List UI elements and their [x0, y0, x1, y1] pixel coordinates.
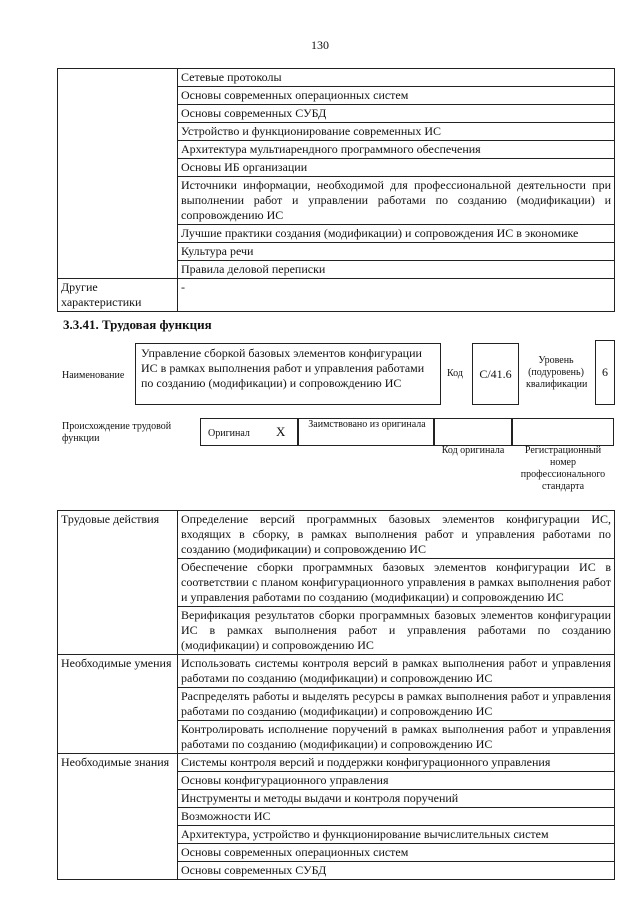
action-item: Определение версий программных базовых элементов конфигурации ИС, входящих в сборку, в рамках выполнения работ и управления работами по созданию (модификации) и сопровождению ИС: [178, 511, 615, 559]
level-value-box: 6: [595, 340, 615, 405]
reg-number-caption: Регистрационный номер профессионального стандарта: [520, 445, 606, 492]
original-label: Оригинал: [208, 428, 250, 439]
empty-label-cell: [58, 69, 178, 279]
level-label: Уровень (подуровень) квалификации: [526, 355, 588, 390]
list-item: Устройство и функционирование современных ИС: [178, 123, 615, 141]
knowledge-item: Основы современных операционных систем: [178, 844, 615, 862]
list-item: Лучшие практики создания (модификации) и сопровождения ИС в экономике: [178, 225, 615, 243]
list-item: Правила деловой переписки: [178, 261, 615, 279]
section-title: 3.3.41. Трудовая функция: [63, 317, 212, 332]
code-original-caption: Код оригинала: [441, 445, 505, 456]
actions-label: Трудовые действия: [58, 511, 178, 655]
knowledge-item: Инструменты и методы выдачи и контроля поручений: [178, 790, 615, 808]
page-number: 130: [311, 38, 329, 52]
skill-item: Контролировать исполнение поручений в рамках выполнения работ и управления работами по созданию (модификации) и сопровождению ИС: [178, 721, 615, 754]
other-characteristics-label: Другие характеристики: [58, 279, 178, 312]
origin-reg-cell: [512, 418, 614, 446]
skill-item: Распределять работы и выделять ресурсы в рамках выполнения работ и управления работами по созданию (модификации) и сопровождению ИС: [178, 688, 615, 721]
list-item: Источники информации, необходимой для профессиональной деятельности при выполнении работ и управлении работами по созданию (модификации) и сопровождению ИС: [178, 177, 615, 225]
skills-label: Необходимые умения: [58, 655, 178, 754]
list-item: Культура речи: [178, 243, 615, 261]
knowledge-label: Необходимые знания: [58, 754, 178, 880]
knowledge-item: Архитектура, устройство и функционирование вычислительных систем: [178, 826, 615, 844]
action-item: Обеспечение сборки программных базовых элементов конфигурации ИС в соответствии с планом конфигурационного управления в рамках выполнения работ и управления работами по созданию (модификации) и сопровождению ИС: [178, 559, 615, 607]
skill-item: Использовать системы контроля версий в рамках выполнения работ и управления работами по созданию (модификации) и сопровождению ИС: [178, 655, 615, 688]
labor-function-table: [57, 510, 615, 880]
list-item: Архитектура мультиарендного программного обеспечения: [178, 141, 615, 159]
action-item: Верификация результатов сборки программных базовых элементов конфигурации ИС в рамках выполнения работ и управления работами по созданию (модификации) и сопровождению ИС: [178, 607, 615, 655]
list-item: Основы современных СУБД: [178, 105, 615, 123]
list-item: Основы современных операционных систем: [178, 87, 615, 105]
original-mark: X: [276, 424, 286, 439]
name-label: Наименование: [62, 370, 125, 381]
knowledge-item: Системы контроля версий и поддержки конфигурационного управления: [178, 754, 615, 772]
list-item: Сетевые протоколы: [178, 69, 615, 87]
list-item: Основы ИБ организации: [178, 159, 615, 177]
function-name-box: Управление сборкой базовых элементов конфигурации ИС в рамках выполнения работ и управления работами по созданию (модификации) и сопровождению ИС: [135, 343, 441, 405]
origin-label: Происхождение трудовой функции: [62, 421, 172, 444]
knowledge-item: Основы конфигурационного управления: [178, 772, 615, 790]
borrowed-label: Заимствовано из оригинала: [308, 419, 426, 430]
knowledge-item: Возможности ИС: [178, 808, 615, 826]
code-label: Код: [447, 368, 463, 379]
code-value-box: C/41.6: [472, 343, 519, 405]
origin-code-cell: [434, 418, 512, 446]
other-characteristics-value: -: [178, 279, 615, 312]
knowledge-continuation-table: [57, 68, 615, 312]
knowledge-item: Основы современных СУБД: [178, 862, 615, 880]
